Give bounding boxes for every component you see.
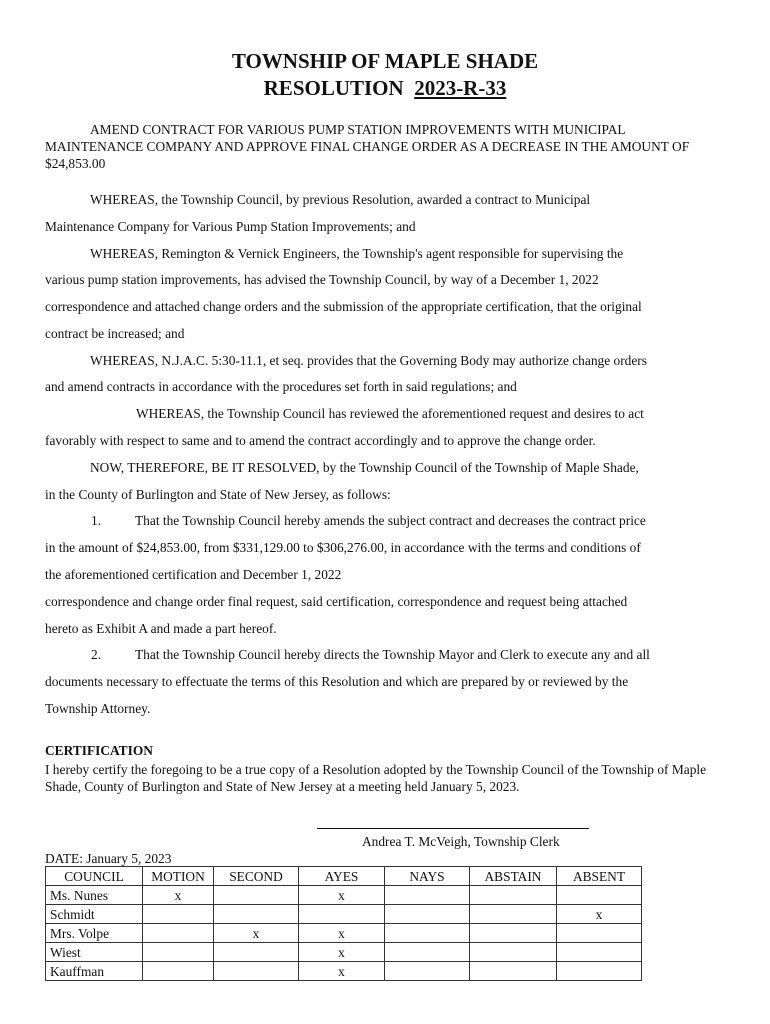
signature-line — [317, 828, 589, 829]
council-member: Mrs. Volpe — [46, 924, 143, 943]
vote-cell — [557, 886, 642, 905]
vote-cell — [470, 924, 557, 943]
vote-cell — [143, 943, 214, 962]
certification-heading: CERTIFICATION — [45, 743, 153, 758]
clause-number: 1. — [91, 513, 102, 528]
resolution-number: 2023-R-33 — [414, 76, 507, 100]
vote-cell — [385, 905, 470, 924]
col-header: AYES — [299, 867, 385, 886]
vote-cell: x — [299, 886, 385, 905]
vote-cell — [385, 924, 470, 943]
body-line: WHEREAS, N.J.A.C. 5:30-11.1, et seq. provides that the Governing Body may authorize change orders — [90, 353, 647, 368]
council-member: Ms. Nunes — [46, 886, 143, 905]
township-title: TOWNSHIP OF MAPLE SHADE — [231, 49, 539, 73]
vote-cell: x — [214, 924, 299, 943]
vote-cell — [470, 943, 557, 962]
vote-cell — [557, 962, 642, 981]
body-line: That the Township Council hereby amends the subject contract and decreases the contract price — [135, 513, 646, 528]
body-line: WHEREAS, the Township Council has reviewed the aforementioned request and desires to act — [136, 406, 644, 421]
body-line: contract be increased; and — [45, 326, 185, 341]
vote-table-header — [46, 867, 642, 886]
vote-cell — [214, 886, 299, 905]
council-member: Kauffman — [46, 962, 143, 981]
col-header: SECOND — [214, 867, 299, 886]
vote-cell: x — [557, 905, 642, 924]
body-line: correspondence and change order final request, said certification, correspondence and request being attached — [45, 594, 628, 609]
table-row — [46, 962, 642, 981]
vote-cell — [385, 886, 470, 905]
body-line: correspondence and attached change orders and the submission of the appropriate certification, that the original — [45, 299, 642, 314]
body-line: NOW, THEREFORE, BE IT RESOLVED, by the Township Council of the Township of Maple Shade, — [90, 460, 639, 475]
vote-cell — [143, 962, 214, 981]
clerk-signature-name: Andrea T. McVeigh, Township Clerk — [362, 834, 560, 849]
body-line: That the Township Council hereby directs the Township Mayor and Clerk to execute any and all — [135, 647, 650, 662]
vote-table — [45, 866, 642, 981]
vote-cell — [385, 943, 470, 962]
resolution-caption: AMEND CONTRACT FOR VARIOUS PUMP STATION IMPROVEMENTS WITH MUNICIPAL MAINTENANCE COMPANY AND APPROVE FINAL CHANGE ORDER AS A DECREASE IN THE AMOUNT OF $24,853.00 — [45, 122, 690, 171]
certification-text: I hereby certify the foregoing to be a true copy of a Resolution adopted by the Township Council of the Township of Maple Shade, County of Burlington and State of New Jersey at a meeting held January 5, 2023. — [45, 762, 707, 794]
vote-cell — [214, 905, 299, 924]
col-header: COUNCIL — [46, 867, 143, 886]
vote-cell — [214, 943, 299, 962]
vote-cell: x — [143, 886, 214, 905]
table-row — [46, 943, 642, 962]
body-line: favorably with respect to same and to amend the contract accordingly and to approve the change order. — [45, 433, 596, 448]
vote-cell: x — [299, 924, 385, 943]
table-row — [46, 924, 642, 943]
col-header: ABSTAIN — [470, 867, 557, 886]
body-line: WHEREAS, Remington & Vernick Engineers, the Township's agent responsible for supervising the — [90, 246, 624, 261]
vote-cell — [299, 905, 385, 924]
clause-number: 2. — [91, 647, 102, 662]
resolution-title — [0, 75, 770, 101]
body-line: the aforementioned certification and December 1, 2022 — [45, 567, 342, 582]
certification-date: DATE: January 5, 2023 — [45, 851, 172, 866]
body-line: in the County of Burlington and State of New Jersey, as follows: — [45, 487, 391, 502]
vote-cell — [143, 924, 214, 943]
body-line: documents necessary to effectuate the terms of this Resolution and which are prepared by or reviewed by the — [45, 674, 629, 689]
body-line: and amend contracts in accordance with the procedures set forth in said regulations; and — [45, 379, 517, 394]
col-header: ABSENT — [557, 867, 642, 886]
body-line: Maintenance Company for Various Pump Station Improvements; and — [45, 219, 416, 234]
body-line: various pump station improvements, has advised the Township Council, by way of a December 1, 2022 — [45, 272, 599, 287]
vote-cell — [385, 962, 470, 981]
vote-cell — [470, 905, 557, 924]
vote-cell — [557, 943, 642, 962]
vote-cell — [557, 924, 642, 943]
resolution-label: RESOLUTION — [263, 76, 404, 100]
table-row — [46, 905, 642, 924]
council-member: Schmidt — [46, 905, 143, 924]
vote-cell: x — [299, 962, 385, 981]
vote-cell — [214, 962, 299, 981]
col-header: MOTION — [143, 867, 214, 886]
table-row — [46, 886, 642, 905]
body-line: in the amount of $24,853.00, from $331,129.00 to $306,276.00, in accordance with the terms and conditions of — [45, 540, 641, 555]
body-line: WHEREAS, the Township Council, by previous Resolution, awarded a contract to Municipal — [90, 192, 591, 207]
vote-cell — [470, 962, 557, 981]
vote-cell: x — [299, 943, 385, 962]
col-header: NAYS — [385, 867, 470, 886]
body-line: Township Attorney. — [45, 701, 151, 716]
vote-cell — [470, 886, 557, 905]
vote-cell — [143, 905, 214, 924]
council-member: Wiest — [46, 943, 143, 962]
body-line: hereto as Exhibit A and made a part hereof. — [45, 621, 277, 636]
